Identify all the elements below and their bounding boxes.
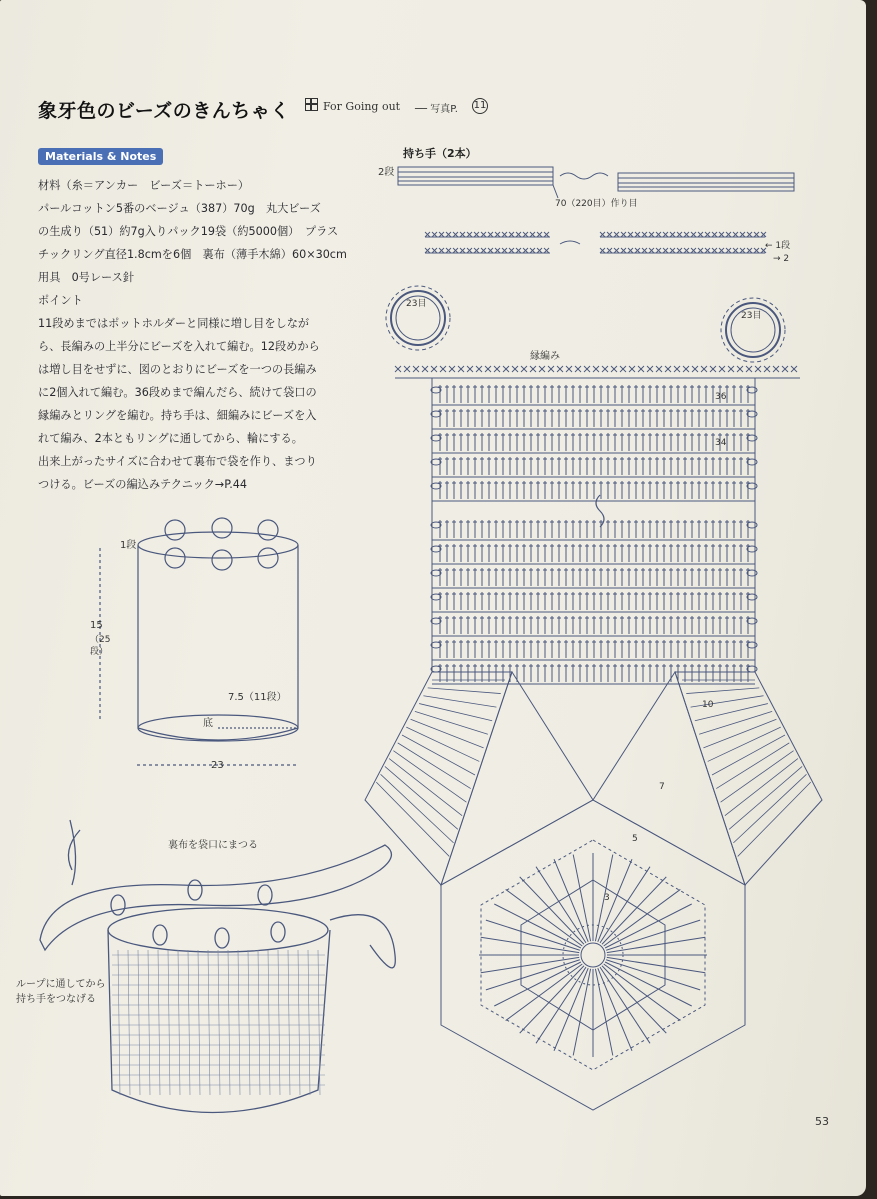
notes-line: れて編み、2本ともリングに通してから、輪にする。 [38,432,303,445]
notes-line: 用具 0号レース針 [38,271,135,284]
notes-line: 縁編みとリングを編む。持ち手は、細編みにビーズを入 [38,409,317,422]
handle-stitch-note: 70（220目）作り目 [555,199,638,209]
hexagon-stitch-spokes [479,853,707,1057]
ring-right-label: 23目 [741,311,762,321]
row-number: 3 [604,893,610,903]
edge-label: 縁編み [530,351,560,362]
crochet-chart-rows [395,366,800,684]
bag-height-rows: （25段） [90,635,111,657]
row-number: 34 [715,438,727,448]
handle-stitch-row [425,232,766,253]
bag-texture [112,950,325,1095]
row-number: 5 [632,834,638,844]
handle-row-1: ← 1段 [765,241,791,251]
row-number: 10 [702,700,714,710]
page-title: 象牙色のビーズのきんちゃく [38,100,290,122]
bag-base-label: 底 [203,718,213,729]
notes-line: 材料（糸＝アンカー ビーズ＝トーホー） [38,179,250,192]
bag-top-row-label: 1段 [120,540,137,551]
notes-line: ら、長編みの上半分にビーズを入れて編む。12段めから [38,340,320,353]
row-number: 7 [659,782,665,792]
materials-badge: Materials & Notes [38,148,163,165]
bag-height: 15 [90,620,103,631]
notes-line: は増し目をせずに、図のとおりにビーズを一つの長編み [38,363,317,376]
bag-diagram [100,518,298,765]
handle-row-label: 2段 [378,167,395,178]
handle-chart-title: 持ち手（2本） [403,147,477,160]
notes-line: パールコットン5番のベージュ（387）70g 丸大ビーズ [38,202,321,215]
handle-chart [398,167,794,198]
page-subtitle: For Going out [323,100,401,113]
notes-line: 11段めまではポットホルダーと同様に増し目をしなが [38,317,310,330]
row-number: 36 [715,392,727,402]
ring-left-label: 23目 [406,299,427,309]
notes-line: つける。ビーズの編込みテクニック→P.44 [38,478,248,491]
notes-line: に2個入れて編む。36段めまで編んだら、続けて袋口の [38,386,317,399]
bag-rings [111,880,285,948]
photo-page-number: 11 [472,98,488,114]
lining-note: 裏布を袋口にまつる [168,840,258,851]
page-number: 53 [815,1115,829,1128]
bag-illustration [40,820,395,1113]
notes-line: チックリング直径1.8cmを6個 裏布（薄手木綿）60×30cm [38,248,347,261]
notes-line: 出来上がったサイズに合わせて裏布で袋を作り、まつり [38,455,317,468]
notes-line: の生成り（51）約7g入りパック19袋（約5000個） プラス [38,225,339,238]
loop-note-1: ループに通してから [16,979,106,990]
side-panel-stitches [376,680,810,856]
notes-line: ポイント [38,294,83,307]
photo-reference: ── 写真P. [415,104,458,115]
bag-width: 23 [211,760,224,771]
bag-radius: 7.5（11段） [228,692,287,703]
loop-note-2: 持ち手をつなげる [16,994,96,1005]
handle-row-2: → 2 [773,254,790,264]
